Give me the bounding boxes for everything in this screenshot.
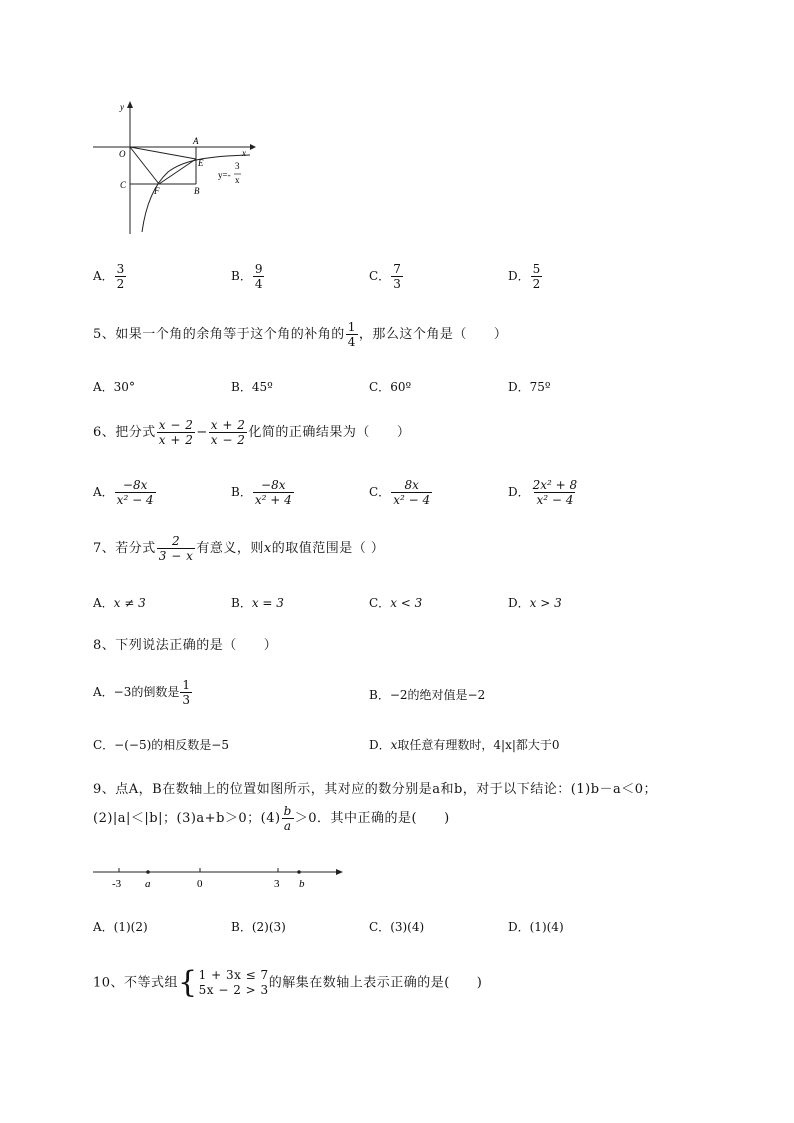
option-letter: C． [369, 269, 391, 283]
label-y: y [120, 102, 124, 112]
option-fraction: $\frac{8x}{\text{x² − 4}}$ [393, 478, 431, 507]
label-e: E [198, 158, 204, 168]
q4-option-c[interactable] [369, 262, 404, 291]
label-o: O [119, 149, 126, 159]
q7-fraction: $\frac{2}{3 - x}$ [158, 534, 194, 563]
q9-stem-line2: (2)|a|＜|b|；(3)a+b＞0；(4) $\frac{b}{a}$ ＞0．其中正确的是( ) [93, 804, 450, 833]
option-letter: D． [508, 269, 530, 283]
q7-option-a[interactable]: A．x ≠ 3 [93, 596, 146, 610]
number-line [90, 860, 350, 892]
tick-label-minus-3: -3 [112, 878, 122, 890]
q9-option-b[interactable]: B．(2)(3) [231, 920, 286, 934]
option-fraction: $\frac{5}{2}$ [532, 262, 541, 291]
left-brace: { [178, 965, 198, 1000]
q6-option-d[interactable]: D． $\frac{\text{2x² + 8}}{\text{x² − 4}}$ [508, 478, 578, 507]
option-letter: B． [231, 269, 252, 283]
q4-option-a[interactable] [93, 262, 127, 291]
q9-option-a[interactable]: A．(1)(2) [93, 920, 148, 934]
curve-label-num: 3 [235, 161, 240, 171]
q7-option-d[interactable]: D．x > 3 [508, 596, 562, 610]
q6-fraction-1: $\frac{x - 2}{x + 2}$ [158, 418, 194, 447]
q6-fraction-2: $\frac{x + 2}{x - 2}$ [210, 418, 246, 447]
q7-stem: 7、若分式 $\frac{2}{3 - x}$ 有意义，则x的取值范围是（ ） [93, 534, 385, 563]
label-c: C [120, 180, 127, 190]
label-b: B [194, 186, 200, 196]
q9-stem-line1: 9、点A，B在数轴上的位置如图所示，其对应的数分别是a和b，对于以下结论：(1)b－a＜0； [93, 782, 658, 797]
q6-stem: 6、把分式 $\frac{x - 2}{x + 2}$ − $\frac{x + 2}{x - 2}$ 化简的正确结果为（ ） [93, 418, 411, 447]
segment-oe [130, 147, 196, 159]
q7-option-b[interactable]: B．x = 3 [231, 596, 284, 610]
option-fraction: $\frac{1}{3}$ [182, 678, 190, 707]
tick-label-0: 0 [197, 878, 203, 890]
q6-option-c[interactable]: C． $\frac{8x}{\text{x² − 4}}$ [369, 478, 431, 507]
q10-stem: 10、不等式组 { 1 + 3x ≤ 7 5x − 2 > 3 的解集在数轴上表示正确的是( ) [93, 965, 483, 1000]
option-fraction: $\frac{7}{3}$ [393, 262, 401, 291]
q7-option-c[interactable]: C．x < 3 [369, 596, 423, 610]
option-fraction: $\frac{9}{4}$ [254, 262, 263, 291]
point-a [146, 870, 150, 874]
q8-stem: 8、下列说法正确的是（ ） [93, 638, 278, 653]
q4-option-b[interactable] [231, 262, 265, 291]
q5-option-d[interactable]: D．75º [508, 380, 551, 394]
q9-option-c[interactable]: C．(3)(4) [369, 920, 425, 934]
q5-option-b[interactable]: B．45º [231, 380, 273, 394]
option-fraction: $\frac{-8x}{\text{x² − 4}}$ [116, 478, 154, 507]
curve-label-prefix: y=- [218, 170, 231, 180]
point-b [297, 870, 301, 874]
point-label-a: a [145, 878, 151, 890]
label-a: A [193, 136, 199, 146]
segment-ef [159, 159, 196, 184]
point-label-b: b [299, 878, 305, 890]
inequality-system: { 1 + 3x ≤ 7 5x − 2 > 3 [178, 965, 269, 1000]
curve-label-den: x [235, 175, 240, 185]
x-axis-arrow [250, 144, 256, 150]
number-line-arrow [336, 869, 343, 875]
q8-option-a[interactable]: A．−3的倒数是 $\frac{1}{3}$ [93, 678, 190, 707]
q8-option-c[interactable]: C．−(−5)的相反数是−5 [93, 738, 229, 752]
y-axis-arrow [127, 101, 133, 108]
q5-option-a[interactable]: A．30° [93, 380, 135, 394]
option-fraction: $\frac{\text{2x² + 8}}{\text{x² − 4}}$ [532, 478, 578, 507]
tick-label-3: 3 [274, 878, 280, 890]
q4-option-d[interactable] [508, 262, 543, 291]
q5-option-c[interactable]: C．60º [369, 380, 412, 394]
q5-stem: 5、如果一个角的余角等于这个角的补角的 $\frac{1}{4}$ ，那么这个角是（ ） [93, 320, 508, 349]
q6-option-b[interactable]: B． $\frac{-8x}{\text{x² + 4}}$ [231, 478, 292, 507]
coordinate-figure [90, 98, 260, 238]
option-fraction: $\frac{3}{2}$ [116, 262, 125, 291]
q8-option-b[interactable]: B．−2的绝对值是−2 [369, 688, 486, 702]
q9-option-d[interactable]: D．(1)(4) [508, 920, 564, 934]
q6-option-a[interactable]: A． $\frac{-8x}{\text{x² − 4}}$ [93, 478, 154, 507]
q5-fraction: $\frac{1}{4}$ [347, 320, 356, 349]
option-fraction: $\frac{-8x}{\text{x² + 4}}$ [254, 478, 292, 507]
q8-option-d[interactable]: D．x取任意有理数时，4|x|都大于0 [369, 738, 560, 752]
q9-fraction: $\frac{b}{a}$ [283, 804, 292, 833]
label-f: F [154, 186, 160, 196]
label-x: x [242, 148, 246, 158]
segment-of [130, 147, 159, 184]
option-letter: A． [93, 269, 114, 283]
